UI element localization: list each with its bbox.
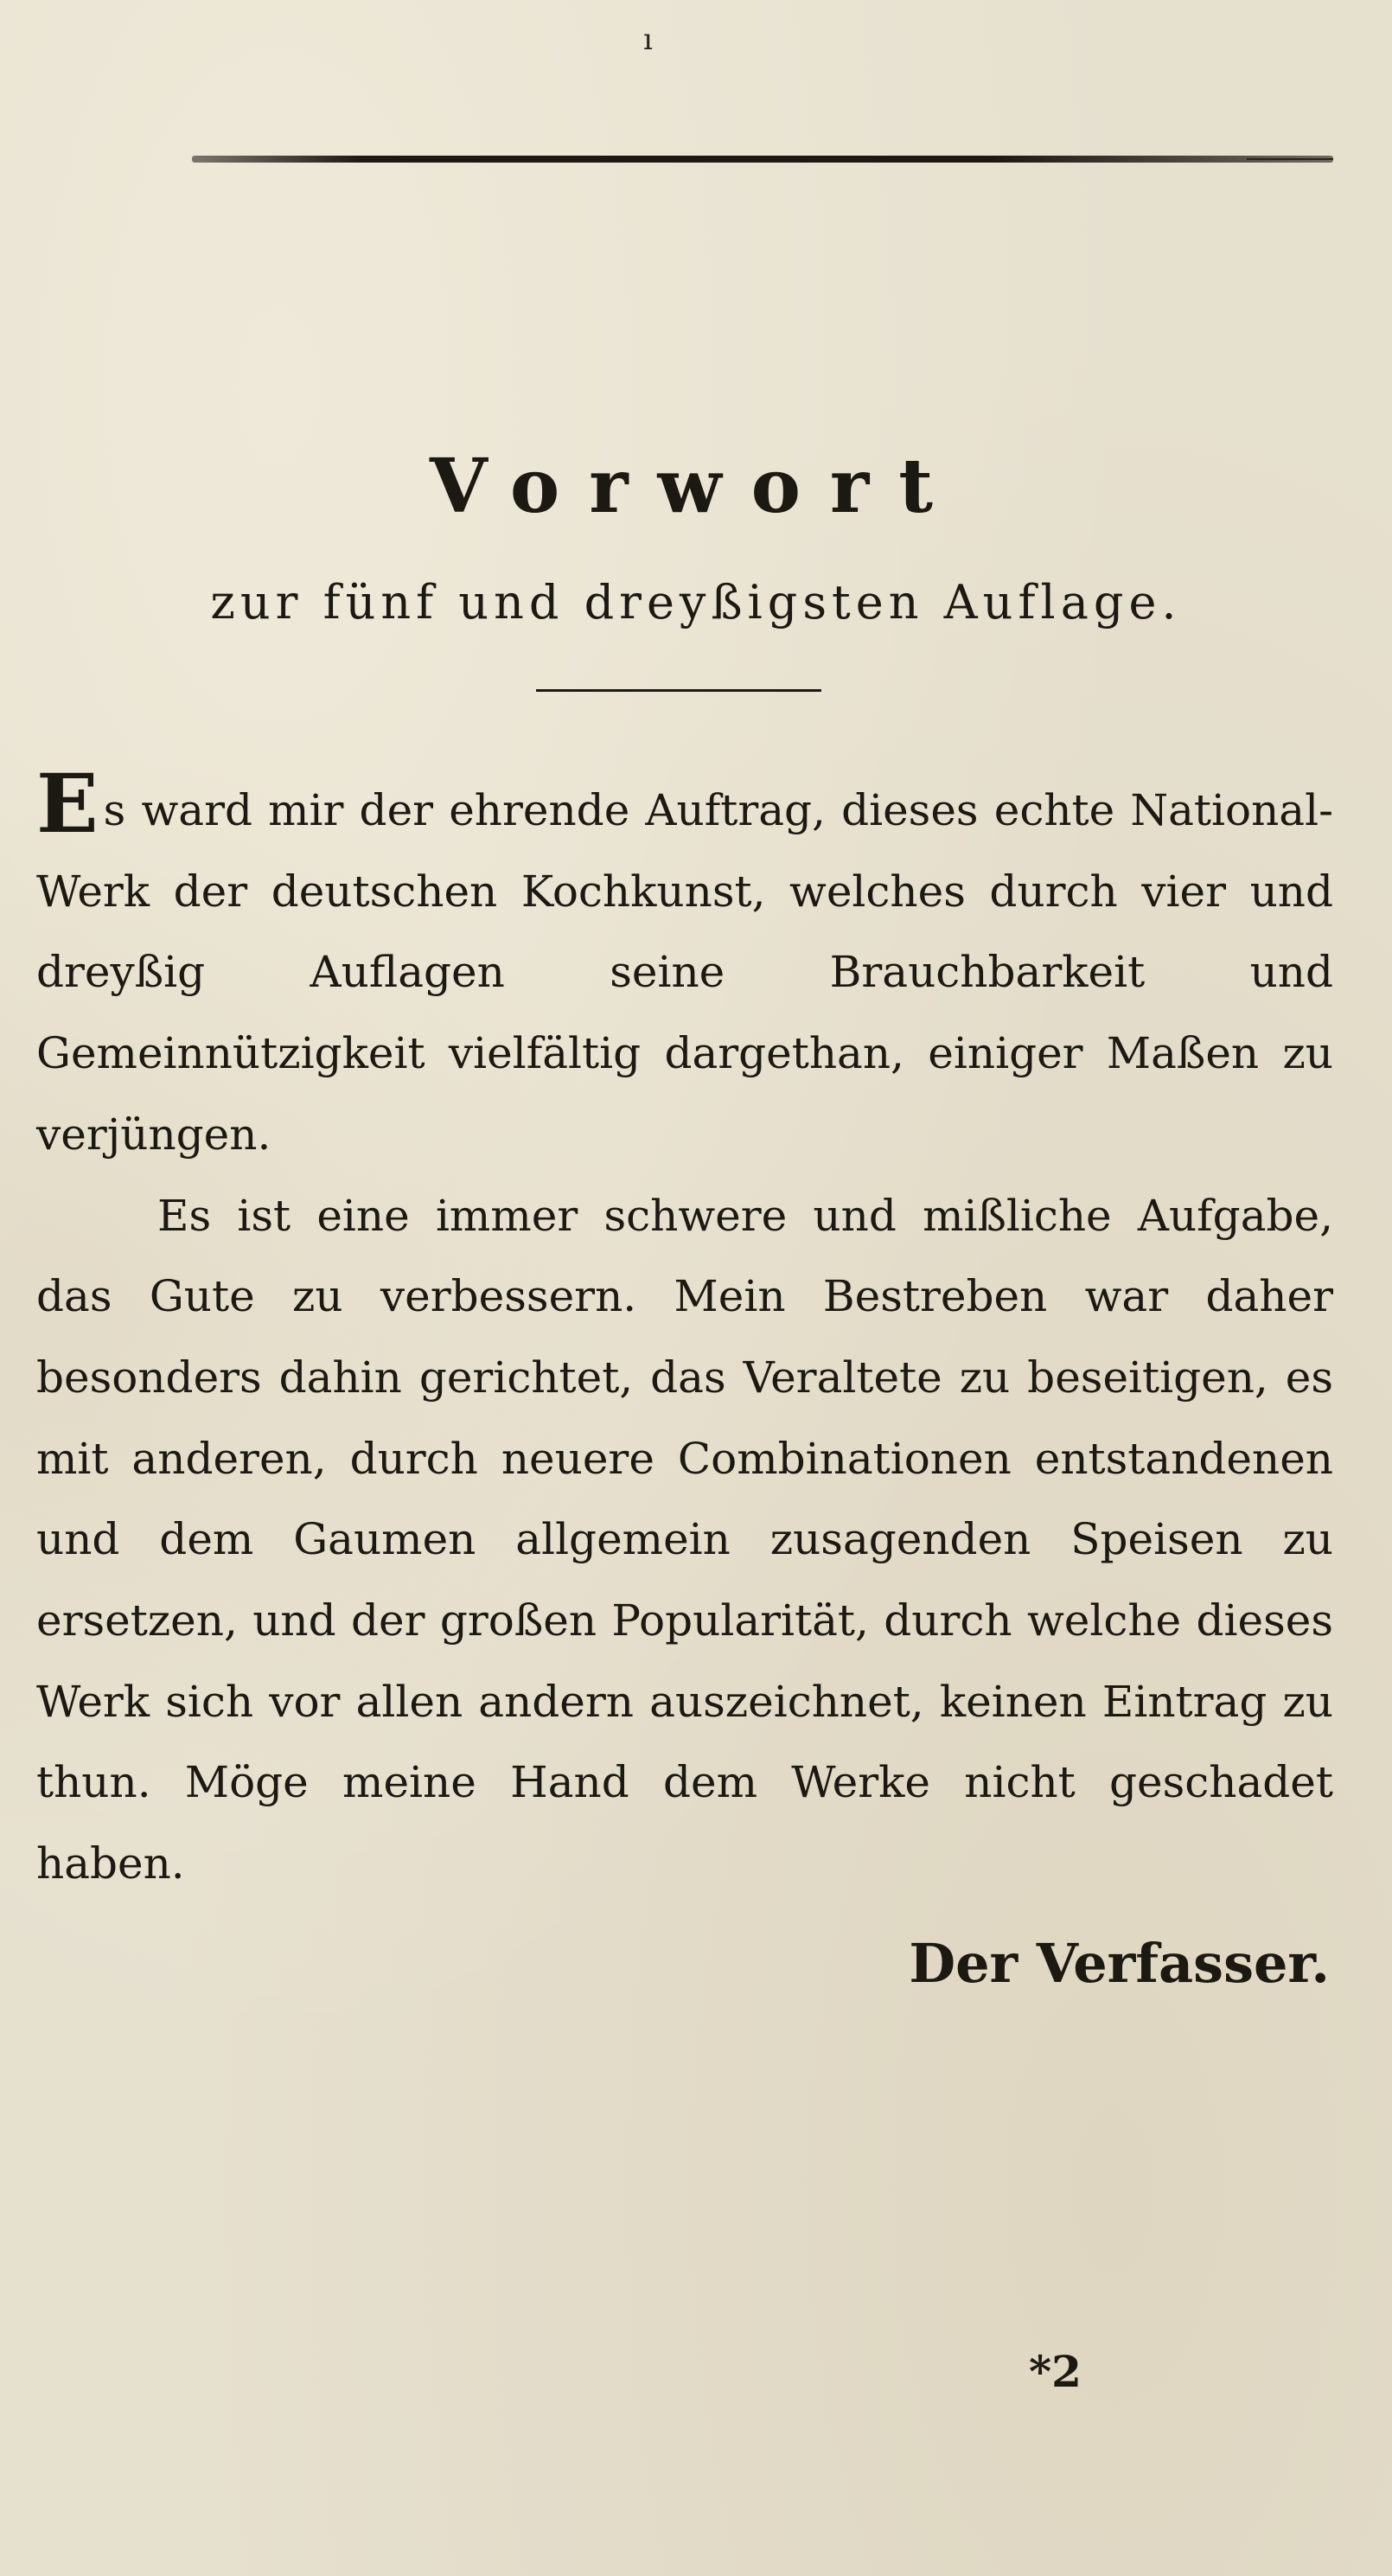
corner-mark: ı bbox=[643, 22, 653, 57]
page-number: *2 bbox=[1029, 2346, 1082, 2397]
drop-cap: E bbox=[36, 757, 99, 852]
top-rule-tail bbox=[1247, 158, 1333, 160]
short-rule-divider bbox=[536, 689, 821, 692]
paragraph-1 bbox=[36, 757, 1333, 1176]
paragraph-2: Es ist eine immer schwere und mißliche Aufgabe, das Gute zu verbessern. Mein Bestreben war daher besonders dahin gerichtet, das Veraltete zu beseitigen, es mit anderen, durch neuere Combinationen entstandenen und dem Gaumen allgemein zusagenden Speisen zu ersetzen, und der großen Popularität, durch welche dieses Werk sich vor allen andern auszeichnet, keinen Eintrag zu thun. Möge meine Hand dem Werke nicht geschadet haben. bbox=[36, 1190, 1333, 1889]
body-text bbox=[36, 757, 1333, 1905]
signature: Der Verfasser. bbox=[909, 1932, 1330, 1995]
page-subheading: zur fünf und dreyßigsten Auflage. bbox=[210, 575, 1182, 630]
page-heading: Vorwort bbox=[430, 443, 962, 530]
top-rule bbox=[192, 156, 1333, 163]
paragraph-1-text: s ward mir der ehrende Auftrag, dieses echte National-Werk der deutschen Kochkunst, welches durch vier und dreyßig Auflagen seine Brauchbarkeit und Gemeinnützigkeit vielfältig dargethan, einiger Maßen zu verjüngen. bbox=[36, 785, 1333, 1160]
